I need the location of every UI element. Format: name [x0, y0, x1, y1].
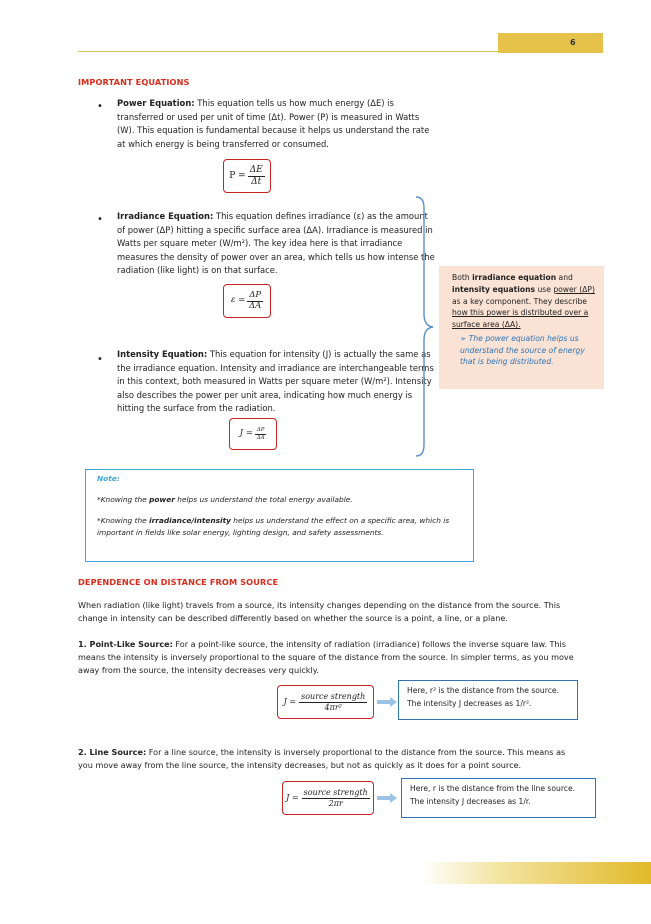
footer-bar: [420, 862, 651, 884]
bullet-icon: •: [97, 354, 103, 365]
bullet-icon: •: [97, 214, 103, 225]
page-number: 6: [498, 33, 603, 53]
irradiance-equation-text: Irradiance Equation: This equation defines irradiance (ε) as the amount of power (ΔP) hitting a specific surface area (ΔA). Irradiance is measured in Watts per square meter (W/m²). The key idea here is that irradiance measures the density of power over an area, which tells us how intense the radiation (like light) is on that surface.: [117, 211, 435, 276]
header-rule: [78, 51, 498, 52]
arrow-right-icon: [377, 697, 397, 707]
section-heading-equations: IMPORTANT EQUATIONS: [78, 77, 190, 87]
intensity-formula: J = $\frac{\Delta P}{\Delta A}$: [229, 418, 277, 450]
note-box: [85, 469, 474, 562]
point-source-text: 1. Point-Like Source: For a point-like source, the intensity of radiation (irradiance) follows the inverse square law. This means the intensity is inversely proportional to the square of the distance from the source. In simpler terms, as you move away from the source, the intensity decreases very quickly.: [78, 639, 574, 676]
power-formula: P = $\frac{\Delta E}{\Delta t}$: [223, 159, 271, 193]
bullet-icon: •: [97, 101, 103, 112]
power-equation-text: Power Equation: This equation tells us how much energy (ΔE) is transferred or used per unit of time (Δt). Power (P) is measured in Watts (W). This equation is fundamental because it helps us understand the rate at which energy is being transferred or consumed.: [117, 98, 430, 149]
note-line-power: *Knowing the power helps us understand the total energy available.: [97, 494, 353, 504]
callout-box: Both irradiance equation and intensity equations use power (ΔP) as a key component. They describe how this power is distributed over a surface area (ΔA). ➢ The power equation helps us understand the source of energy that is being distributed.: [439, 266, 604, 389]
note-label: Note:: [97, 474, 120, 483]
arrow-bullet-icon: ➢: [460, 333, 469, 343]
line-source-formula: J = $\frac{\text{source strength}}{2\pi r}$: [282, 781, 374, 815]
irradiance-formula: ε = $\frac{\Delta P}{\Delta A}$: [223, 284, 271, 318]
distance-intro: When radiation (like light) travels from a source, its intensity changes depending on the distance from the source. This change in intensity can be described differently based on whether the source is a point, a line, or a plane.: [78, 600, 561, 624]
arrow-right-icon: [377, 793, 397, 803]
intensity-equation-text: Intensity Equation: This equation for intensity (J) is actually the same as the irradiance equation. Intensity and irradiance are interchangeable terms in this context, both measured in Watts per square meter (W/m²). Intensity also describes the power per unit area, indicating how much energy is hitting the surface from the radiation.: [117, 349, 434, 414]
curly-brace: [414, 196, 436, 458]
point-source-formula: J = $\frac{\text{source strength}}{\text{4πr²}}$: [277, 685, 374, 719]
line-source-explanation: Here, r is the distance from the line source. The intensity J decreases as 1/r.: [401, 778, 596, 818]
callout-subpoint: ➢ The power equation helps us understand the source of energy that is being distributed.: [460, 333, 585, 367]
line-source-text: 2. Line Source: For a line source, the intensity is inversely proportional to the distance from the source. This means as you move away from the line source, the intensity decreases, but not as quickly as it does for a point source.: [78, 747, 566, 771]
note-line-irradiance: *Knowing the irradiance/intensity helps us understand the effect on a specific area, which is important in fields like solar energy, lighting design, and safety assessments.: [97, 515, 450, 537]
section-heading-distance: DEPENDENCE ON DISTANCE FROM SOURCE: [78, 577, 279, 587]
point-source-explanation: Here, r² is the distance from the source. The intensity J decreases as 1/r².: [398, 680, 578, 720]
